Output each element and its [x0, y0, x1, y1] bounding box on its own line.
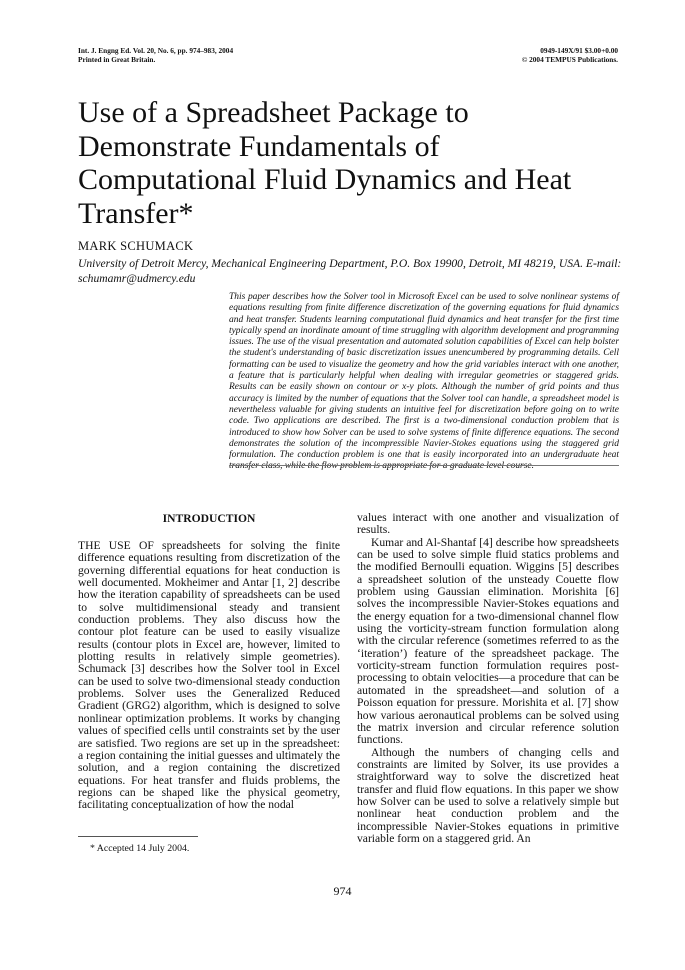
- paragraph: Kumar and Al-Shantaf [4] describe how spreadsheets can be used to solve simple fluid statics problems and the modified Bernoulli equation. Wiggins [5] describes a spreadsheet solution of the unsteady Couette flow problem using Gaussian elimination. Morishita [6] solves the incompressible Navier-Stokes equations and the energy equation for a two-dimensional channel flow using the vorticity-stream function formulation along with the circular reference (sometimes referred to as the ‘iteration’) feature of the spreadsheet package. The vorticity-stream function formulation requires post-processing to obtain velocities—a procedure that can be automated in the spreadsheet—and solution of a Poisson equation for pressure. Morishita et al. [7] show how various aeronautical problems can be solved using the matrix inversion and circular reference solution functions.: [357, 535, 619, 747]
- author-affiliation: University of Detroit Mercy, Mechanical Engineering Department, P.O. Box 19900, Detroit, MI 48219, USA. E-mail: schumamr@udmercy.edu: [78, 257, 622, 285]
- issn-price: 0949-149X/91 $3.00+0.00: [540, 46, 618, 55]
- footnote-divider: [78, 836, 198, 837]
- paragraph: Although the numbers of changing cells and constraints are limited by Solver, its use provides a straightforward way to solve the discretized heat transfer and fluid flow equations. In this paper we show how Solver can be used to solve a relatively simple but nonlinear heat conduction problem and the incompressible Navier-Stokes equations in primitive variable form on a staggered grid. An: [357, 745, 619, 845]
- publisher-info: [522, 46, 618, 64]
- abstract-divider: [229, 465, 619, 466]
- paragraph: THE USE OF spreadsheets for solving the finite difference equations resulting from discretization of the governing differential equations for heat conduction is well documented. Mokheimer and Antar [1, 2] describe how the iteration capability of spreadsheets can be used to solve multidimensional steady and transient conduction problems. They also discuss how the contour plot feature can be used to easily visualize results (contour plots in Excel are, however, limited to plotting results in relatively simple geometries). Schumack [3] describes how the Solver tool in Excel can be used to solve two-dimensional steady conduction problems. Solver uses the Generalized Reduced Gradient (GRG2) algorithm, which is designed to solve nonlinear optimization problems. It works by changing values of specified cells until constraints set by the user are satisfied. Two regions are set up in the spreadsheet: a region containing the initial guesses and ultimately the solution, and a region containing the discretized equations. For heat transfer and fluids problems, the regions can be shaped like the physical geometry, facilitating conceptualization of how the nodal: [78, 539, 340, 812]
- footnote: * Accepted 14 July 2004.: [90, 843, 190, 854]
- paper-title: Use of a Spreadsheet Package to Demonstrate Fundamentals of Computational Fluid Dynamics and Heat Transfer*: [78, 96, 572, 230]
- printed-in-line: Printed in Great Britain.: [78, 55, 156, 64]
- author-name: MARK SCHUMACK: [78, 239, 194, 253]
- journal-citation: [78, 46, 233, 64]
- paragraph: values interact with one another and visualization of results.: [357, 511, 619, 537]
- abstract: This paper describes how the Solver tool in Microsoft Excel can be used to solve nonlinear systems of equations resulting from finite difference discretization of the governing equations for fluid dynamics and heat transfer. Students learning computational fluid dynamics and heat transfer for the first time typically spend an inordinate amount of time struggling with algorithm development and programming issues. The use of the visual presentation and automated solution capabilities of Excel can help bolster the student's understanding of basic discretization issues unencumbered by programming details. Cell formatting can be used to visualize the geometry and how the grid variables interact with one another, a feature that is particularly helpful when dealing with irregular geometries or staggered grids. Results can be easily shown on contour or x-y plots. Although the number of grid points and thus accuracy is limited by the number of equations that the Solver tool can handle, a spreadsheet model is nevertheless valuable for giving students an intuitive feel for discretization before going on to write code. Two applications are described. The first is a two-dimensional conduction problem that is introduced to show how Solver can be used to solve systems of finite difference equations. The second demonstrates the solution of the incompressible Navier-Stokes equations using the staggered grid formulation. The conduction problem is one that is easily incorporated into an undergraduate heat transfer class, while the flow problem is appropriate for a graduate level course.: [229, 292, 619, 472]
- section-heading: INTRODUCTION: [162, 512, 256, 525]
- left-column: [78, 512, 340, 812]
- citation-line: Int. J. Engng Ed. Vol. 20, No. 6, pp. 974–983, 2004: [78, 46, 234, 55]
- page-number: 974: [333, 884, 352, 898]
- copyright-line: © 2004 TEMPUS Publications.: [521, 55, 618, 64]
- right-column: [357, 512, 619, 845]
